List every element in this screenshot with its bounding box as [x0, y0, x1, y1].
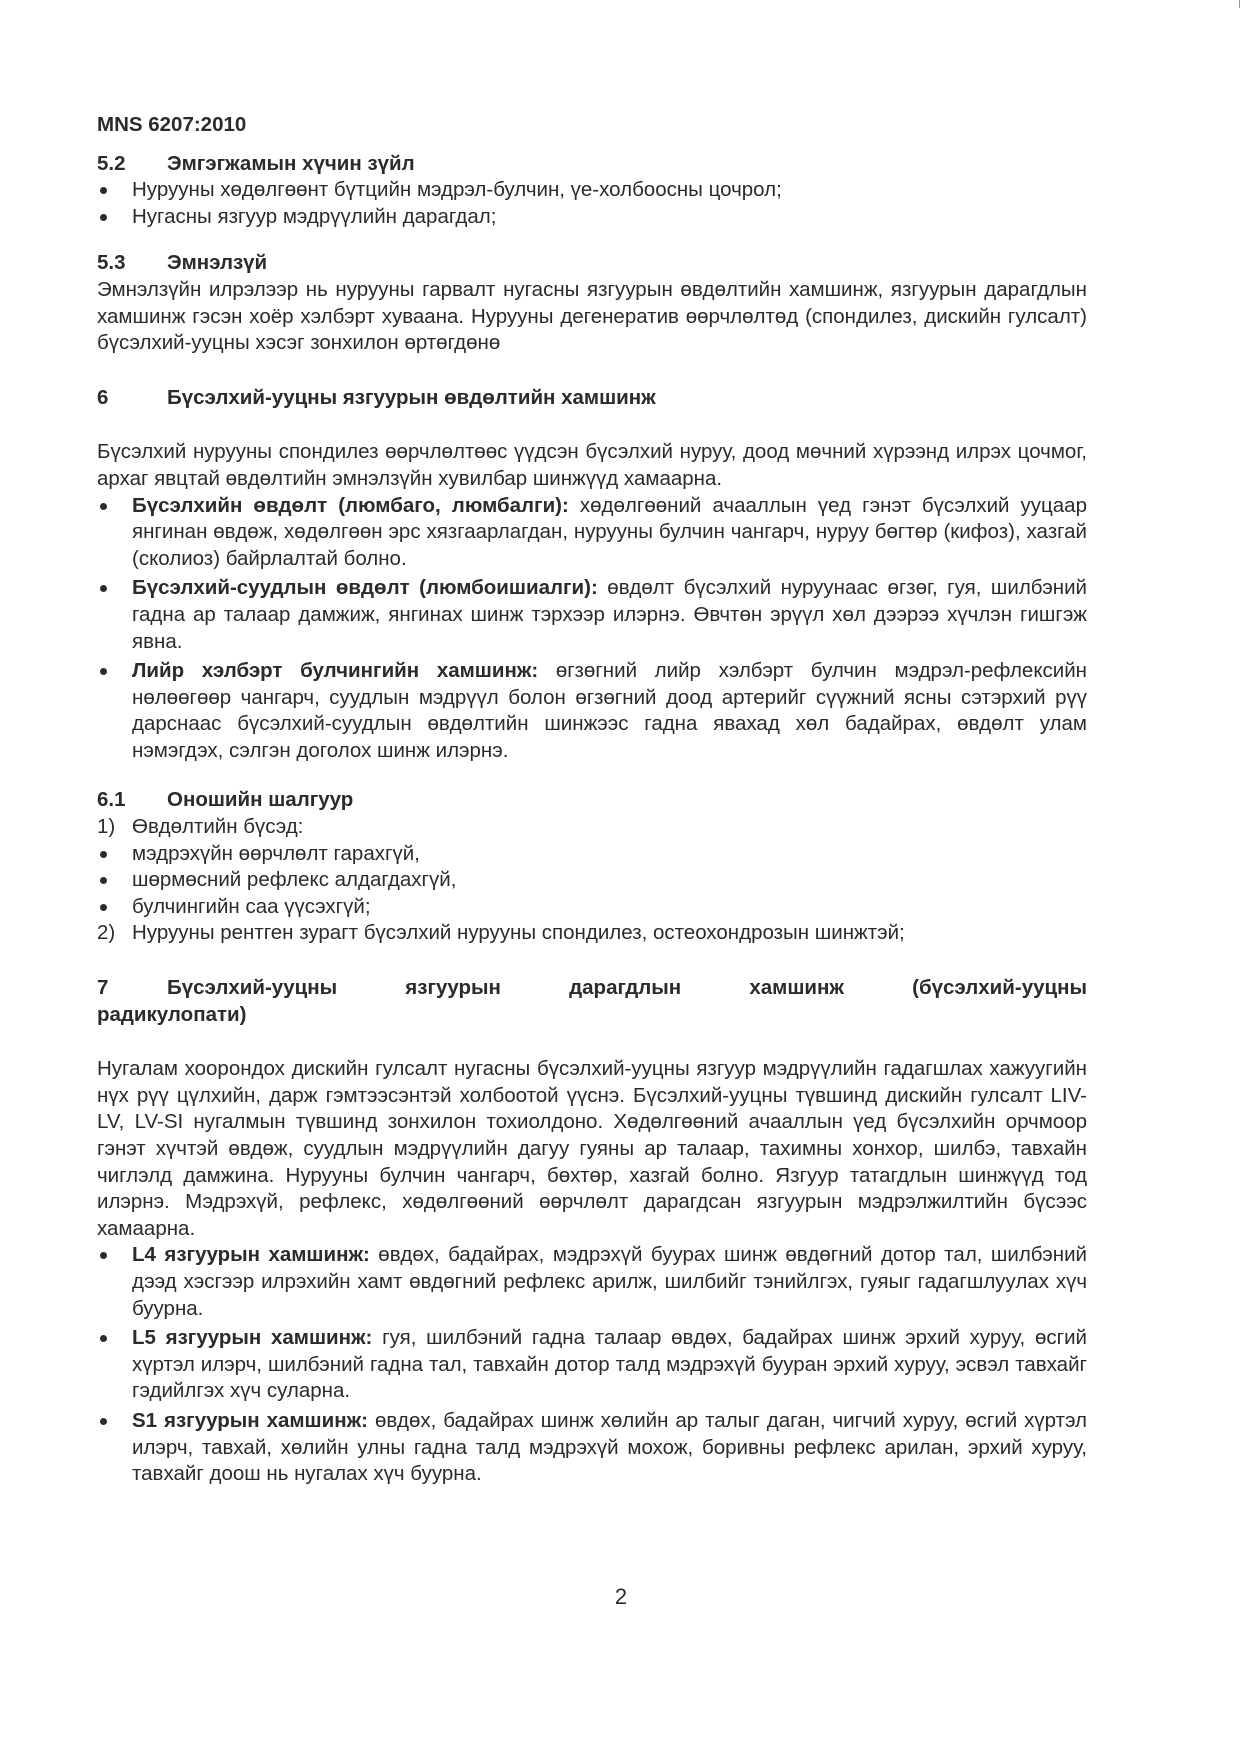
item-number: 1) [97, 815, 116, 839]
numbered-item [97, 920, 1087, 947]
definition: өвдөлт бүсэлхий нуруунаас өгзөг, гуя, шилбэний гадна ар талаар дамжиж, янгинах шинж тэрхээр илэрнэ. Өвчтөн эрүүл хөл дээрээ хүчлэн гишгэж явна. [132, 576, 1087, 653]
list-item: Нугасны язгуур мэдрүүлийн дарагдал; [97, 204, 1087, 231]
section-number: 6 [97, 385, 109, 409]
item-number: 2) [97, 921, 116, 945]
bullet-list [97, 841, 1087, 921]
term: L5 язгуурын хамшинж: [132, 1326, 373, 1350]
definition: өвдөх, бадайрах, мэдрэхүй буурах шинж өвдөгний дотор тал, шилбэний дээд хэсгээр илрэхийн хамт өвдөгний рефлекс арилж, шилбийг тэнийлгэх, гуяыг гадагшлуулах хүч буурна. [132, 1243, 1087, 1320]
term: Бүсэлхийн өвдөлт (люмбаго, люмбалги): [132, 493, 569, 517]
definition: өвдөх, бадайрах шинж хөлийн ар талыг даган, чигчий хуруу, өсгий хүртэл илэрч, тавхай, хөлийн улны гадна талд мэдрэхүй мохож, боривны рефлекс арилан, эрхий хуруу, тавхайг доош нь нугалах хүч буурна. [132, 1408, 1087, 1486]
section-title: Эмнэлзүй [167, 251, 268, 275]
section-heading-5-3 [97, 250, 1087, 277]
section-heading-5-2 [97, 151, 1087, 178]
list-item [97, 1325, 1087, 1405]
bullet-list [97, 1242, 1087, 1487]
term: S1 язгуурын хамшинж: [132, 1408, 368, 1432]
section-title-line-1: Бүсэлхий-ууцны язгуурын дарагдлын хамшинж (бүсэлхий-ууцны [167, 976, 1087, 1000]
definition: өгзөгний лийр хэлбэрт булчин мэдрэл-рефлексийн нөлөөгөөр чангарч, суудлын мэдрүүл болон өгзөгний доод артерийг сүүжний ясны сэтэрхий рүү дарснаас бүсэлхий-суудлын өвдөлтийн шинжээс гадна явахад хөл бадайрах, өвдөлт улам нэмэгдэх, сэлгэн доголох шинж илэрнэ. [132, 659, 1088, 762]
section-title-line-2: радикулопати) [97, 1002, 247, 1026]
section-title: Бүсэлхий-ууцны язгуурын өвдөлтийн хамшинж [167, 385, 656, 409]
section-title: Оношийн шалгуур [167, 788, 354, 812]
list-item [97, 1242, 1087, 1322]
page-content [97, 112, 1087, 1491]
scan-edge-mark [1239, 0, 1240, 8]
section-heading-7 [97, 975, 1087, 1002]
section-number: 7 [97, 976, 109, 1000]
paragraph: Нугалам хоорондох дискийн гулсалт нугасны бүсэлхий-ууцны язгуур мэдрүүлийн гадагшлах хажуугийн нүх рүү цүлхийн, дарж гэмтээсэнтэй холбоотой үүснэ. Бүсэлхий-ууцны түвшинд дискийн гулсалт LIV-LV, LV-SI нугалмын түвшинд зонхилон тохиолдоно. Хөдөлгөөний ачааллын үед бүсэлхийн орчмоор гэнэт хүчтэй өвдөж, суудлын мэдрүүлийн дагуу гуяны ар талаар, тахимны хонхор, шилбэ, тавхайн чиглэлд дамжина. Нурууны булчин чангарч, бөхтөр, хазгай болно. Язгуур татагдлын шинжүүд тод илэрнэ. Мэдрэхүй, рефлекс, хөдөлгөөний өөрчлөлт дарагдсан язгуурын мэдрэлжилтийн бүсээс хамаарна. [97, 1057, 1087, 1240]
page-number: 2 [614, 1584, 628, 1609]
term: Бүсэлхий-суудлын өвдөлт (люмбоишиалги): [132, 576, 598, 600]
definition: хөдөлгөөний ачааллын үед гэнэт бүсэлхий ууцаар янгинан өвдөж, хөдөлгөөн эрс хязгаарлагдан, нурууны булчин чангарч, нуруу бөгтөр (кифоз), хазгай (сколиоз) байрлалтай болно. [132, 493, 1087, 570]
list-item [97, 658, 1087, 764]
list-item [97, 575, 1087, 655]
document-id: MNS 6207:2010 [97, 113, 247, 136]
section-number: 5.3 [97, 251, 126, 275]
bullet-list [97, 177, 1087, 230]
section-number: 5.2 [97, 151, 126, 175]
list-item: шөрмөсний рефлекс алдагдахгүй, [97, 867, 1087, 894]
list-item: Нурууны хөдөлгөөнт бүтцийн мэдрэл-булчин, үе-холбоосны цочрол; [97, 177, 1087, 204]
bullet-list [97, 493, 1087, 765]
definition: гуя, шилбэний гадна талаар өвдөх, бадайрах шинж эрхий хуруу, өсгий хүртэл илэрч, шилбэний гадна тал, тавхайн дотор талд мэдрэхүй бууран эрхий хуруу, эсвэл тавхайг гэдийлгэх хүч суларна. [132, 1326, 1087, 1403]
list-item [97, 493, 1087, 573]
paragraph: Бүсэлхий нурууны спондилез өөрчлөлтөөс үүдсэн бүсэлхий нуруу, доод мөчний хүрээнд илрэх цочмог, архаг явцтай өвдөлтийн эмнэлзүйн хувилбар шинжүүд хамаарна. [97, 440, 1087, 490]
term: Лийр хэлбэрт булчингийн хамшинж: [132, 659, 539, 683]
section-title: Эмгэгжамын хүчин зүйл [167, 151, 415, 175]
list-item: мэдрэхүйн өөрчлөлт гарахгүй, [97, 841, 1087, 868]
paragraph: Эмнэлзүйн илрэлээр нь нурууны гарвалт нугасны язгуурын өвдөлтийн хамшинж, язгуурын дарагдлын хамшинж гэсэн хоёр хэлбэрт хуваана. Нурууны дегенератив өөрчлөлтөд (спондилез, дискийн гулсалт) бүсэлхий-ууцны хэсэг зонхилон өртөгдөнө [97, 277, 1087, 355]
section-number: 6.1 [97, 788, 126, 812]
section-heading-6-1 [97, 787, 1087, 814]
item-text: Нурууны рентген зурагт бүсэлхий нурууны спондилез, остеохондрозын шинжтэй; [132, 921, 905, 945]
list-item [97, 1408, 1087, 1488]
section-heading-6 [97, 385, 1087, 412]
list-item: булчингийн саа үүсэхгүй; [97, 894, 1087, 921]
term: L4 язгуурын хамшинж: [132, 1243, 370, 1267]
item-text: Өвдөлтийн бүсэд: [132, 815, 304, 839]
numbered-item [97, 814, 1087, 841]
